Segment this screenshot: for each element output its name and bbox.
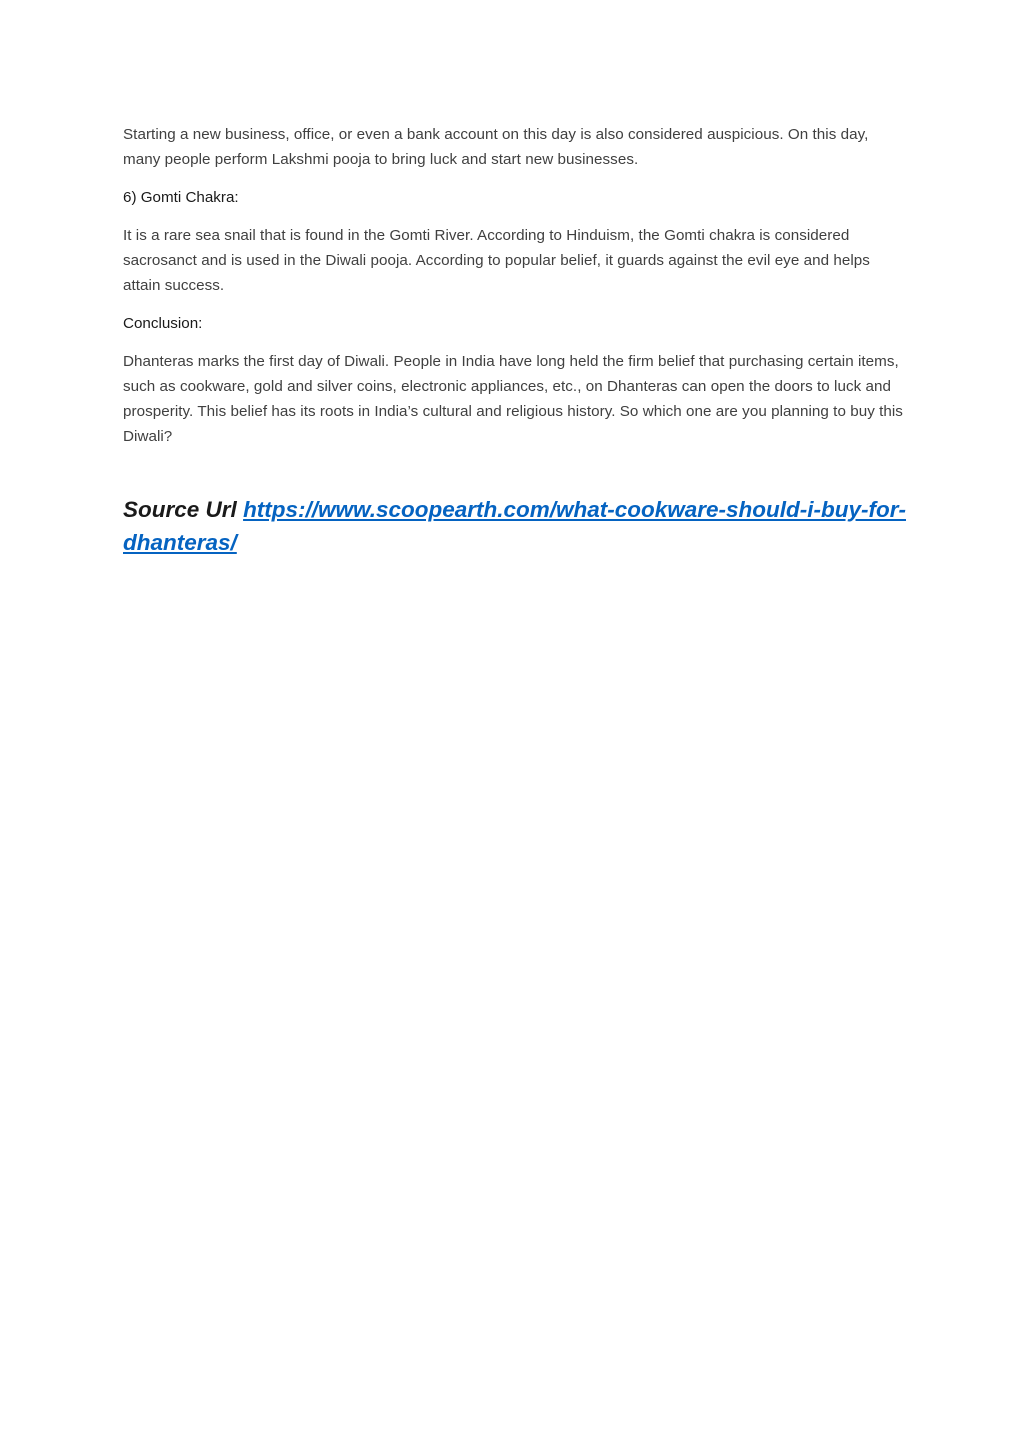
source-line	[123, 493, 913, 559]
source-label: Source Url	[123, 497, 237, 522]
intro-paragraph: Starting a new business, office, or even a bank account on this day is also considered auspicious. On this day, many people perform Lakshmi pooja to bring luck and start new businesses.	[123, 126, 869, 168]
gomti-chakra-heading: 6) Gomti Chakra:	[123, 189, 239, 206]
conclusion-paragraph: Dhanteras marks the first day of Diwali. People in India have long held the firm belief that purchasing certain items, such as cookware, gold and silver coins, electronic appliances, etc., on Dhanteras can open the doors to luck and prosperity. This belief has its roots in India’s cultural and religious history. So which one are you planning to buy this Diwali?	[123, 353, 903, 445]
conclusion-heading: Conclusion:	[123, 315, 203, 332]
document-page	[123, 122, 906, 559]
source-link[interactable]: https://www.scoopearth.com/what-cookware-should-i-buy-for-dhanteras/	[123, 497, 906, 555]
gomti-chakra-paragraph: It is a rare sea snail that is found in the Gomti River. According to Hinduism, the Gomti chakra is considered sacrosanct and is used in the Diwali pooja. According to popular belief, it guards against the evil eye and helps attain success.	[123, 227, 870, 294]
